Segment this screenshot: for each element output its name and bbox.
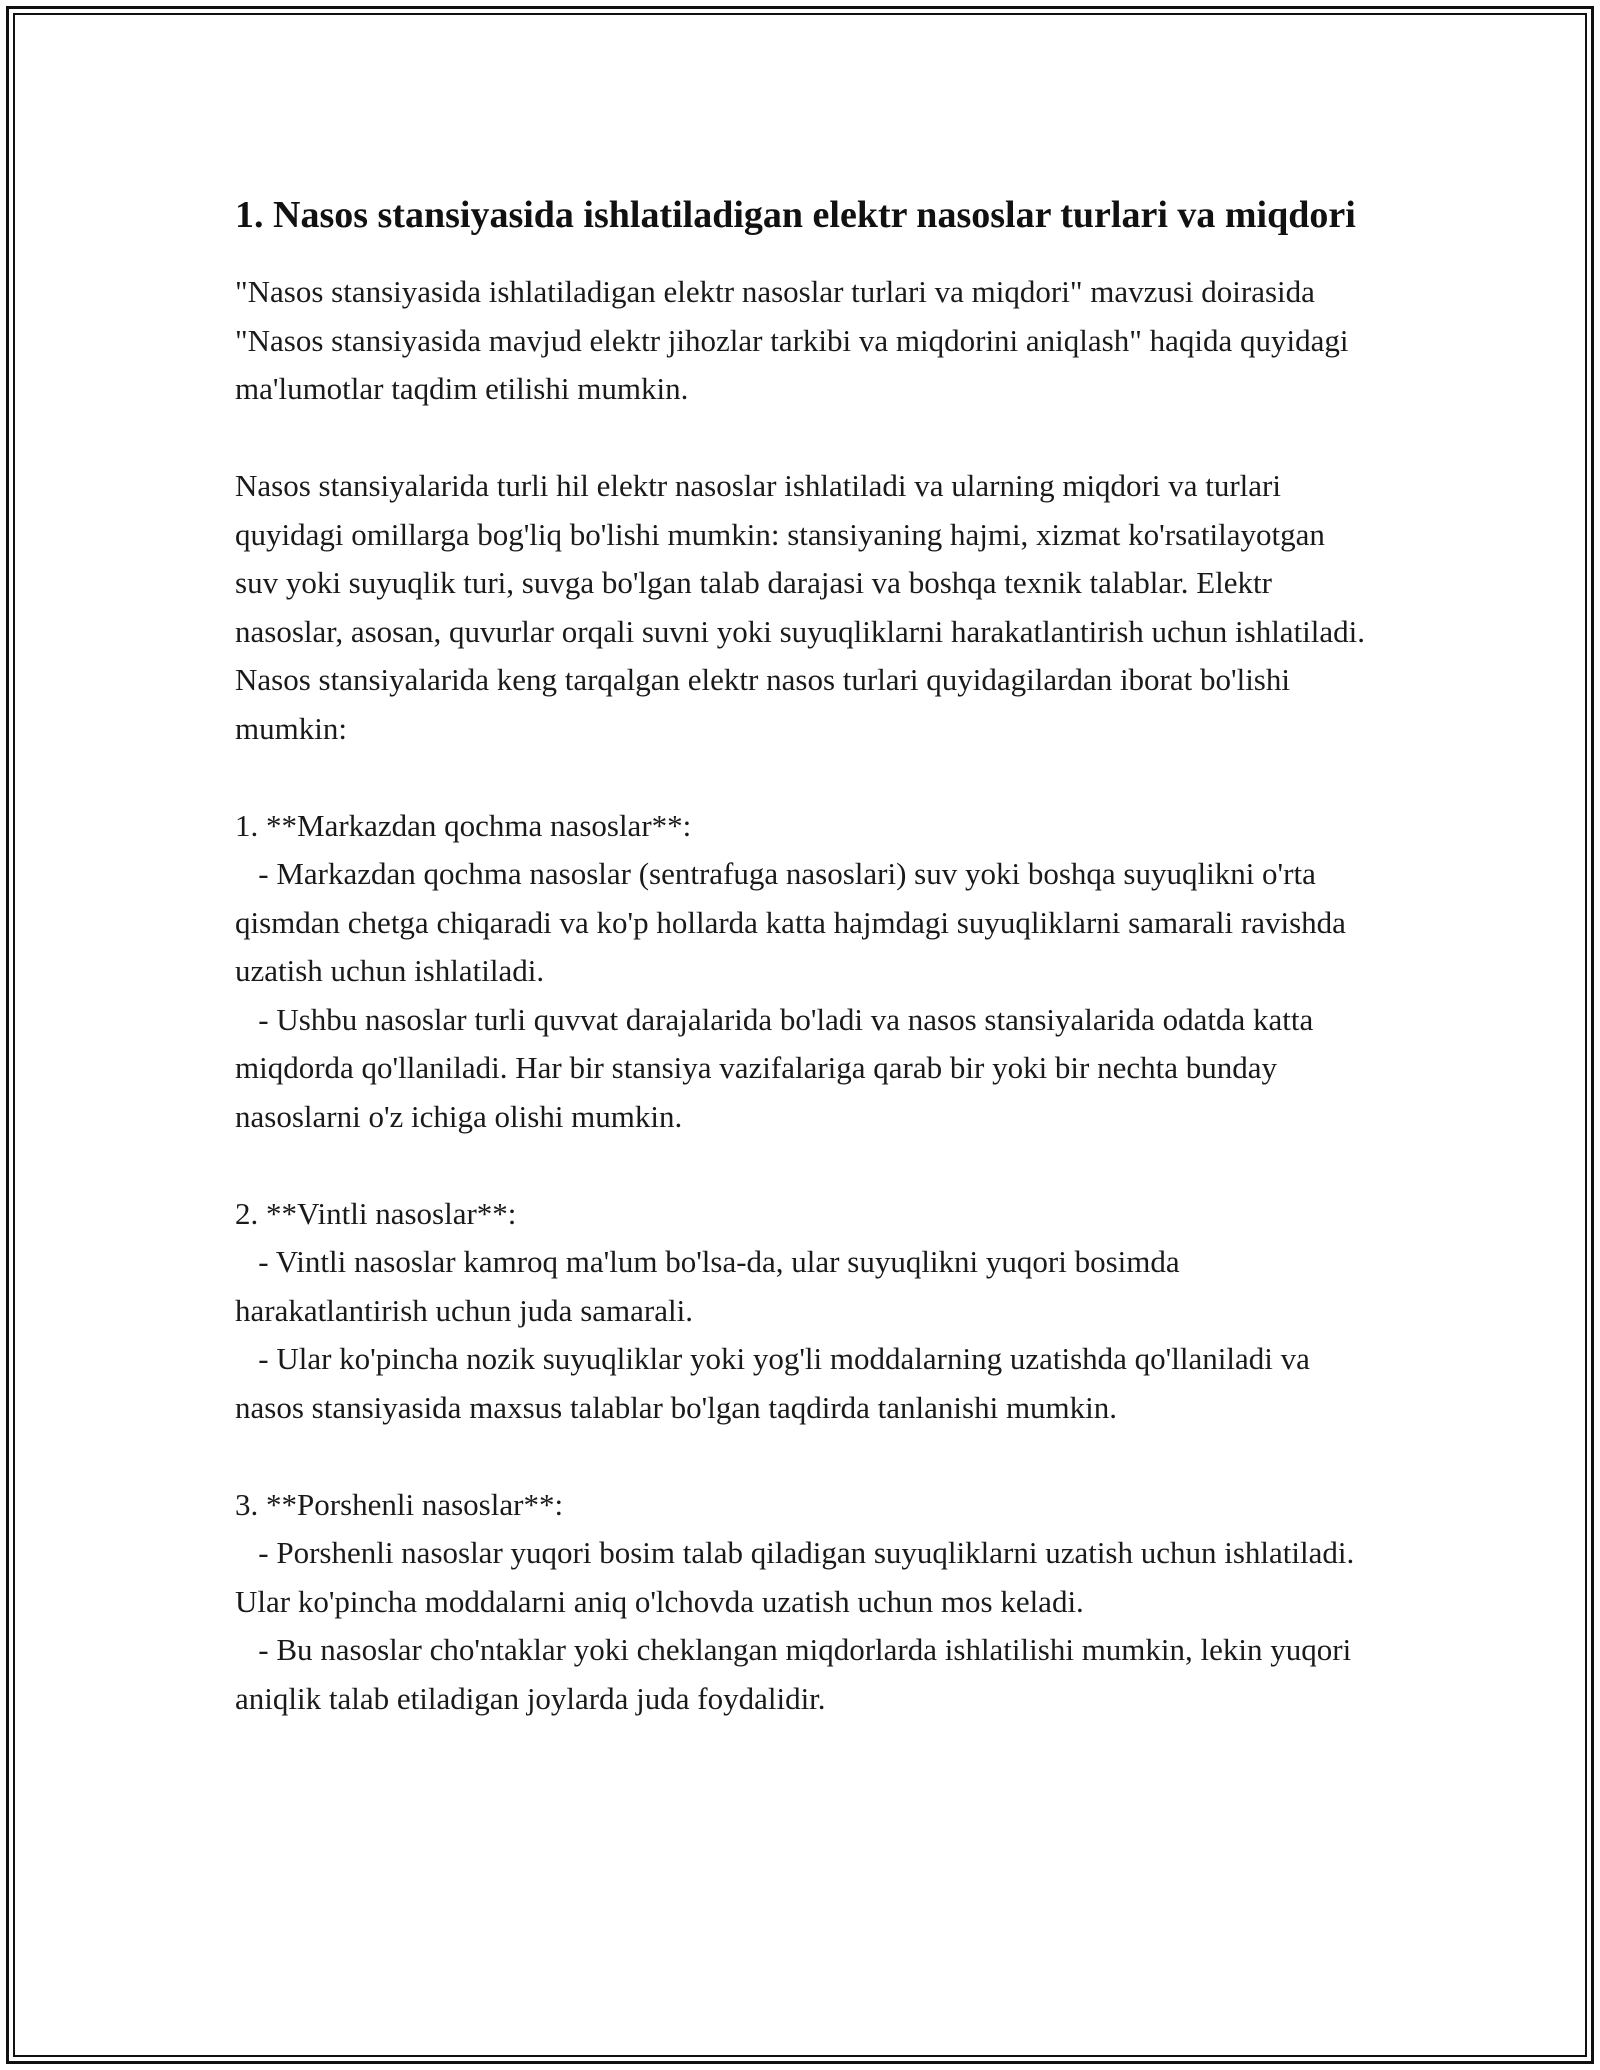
section-bullet: - Porshenli nasoslar yuqori bosim talab qiladigan suyuqliklarni uzatish uchun ishlatiladi. Ular ko'pincha moddalarni aniq o'lchovda uzatish uchun mos keladi. [235, 1535, 1363, 1619]
section-bullet: - Ushbu nasoslar turli quvvat darajalarida bo'ladi va nasos stansiyalarida odatda katta miqdorda qo'llaniladi. Har bir stansiya vazifalariga qarab bir yoki bir nechta bunday nasoslarni o'z ichiga olishi mumkin. [235, 1001, 1321, 1134]
section-screw-pumps [235, 1190, 1375, 1433]
paragraph-gap [235, 414, 1375, 463]
section-bullet: - Ular ko'pincha nozik suyuqliklar yoki yog'li moddalarning uzatishda qo'llaniladi va nasos stansiyasida maxsus talablar bo'lgan taqdirda tanlanishi mumkin. [235, 1341, 1318, 1425]
section-bullet: - Vintli nasoslar kamroq ma'lum bo'lsa-da, ular suyuqlikni yuqori bosimda harakatlantirish uchun juda samarali. [235, 1244, 1188, 1328]
paragraph-gap [235, 1432, 1375, 1481]
section-bullet: - Bu nasoslar cho'ntaklar yoki cheklangan miqdorlarda ishlatilishi mumkin, lekin yuqori aniqlik talab etiladigan joylarda juda foydalidir. [235, 1632, 1359, 1716]
section-heading: 2. **Vintli nasoslar**: [235, 1195, 517, 1231]
document-title: 1. Nasos stansiyasida ishlatiladigan elektr nasoslar turlari va miqdori [235, 194, 1356, 236]
paragraph-gap [235, 753, 1375, 802]
section-piston-pumps [235, 1481, 1375, 1724]
section-bullet: - Markazdan qochma nasoslar (sentrafuga nasoslari) suv yoki boshqa suyuqlikni o'rta qismdan chetga chiqaradi va ko'p hollarda katta hajmdagi suyuqliklarni samarali ravishda uzatish uchun ishlatiladi. [235, 856, 1354, 988]
overview-paragraph: Nasos stansiyalarida turli hil elektr nasoslar ishlatiladi va ularning miqdori va turlari quyidagi omillarga bog'liq bo'lishi mumkin: stansiyaning hajmi, xizmat ko'rsatilayotgan suv yoki suyuqlik turi, suvga bo'lgan talab darajasi va boshqa texnik talablar. Elektr nasoslar, asosan, quvurlar orqali suvni yoki suyuqliklarni harakatlantirish uchun ishlatiladi. Nasos stansiyalarida keng tarqalgan elektr nasos turlari quyidagilardan iborat bo'lishi mumkin: [235, 468, 1373, 746]
section-heading: 1. **Markazdan qochma nasoslar**: [235, 807, 692, 843]
document-body [235, 188, 1375, 1723]
section-centrifugal-pumps [235, 802, 1375, 1142]
intro-paragraph: "Nasos stansiyasida ishlatiladigan elektr nasoslar turlari va miqdori" mavzusi doirasida "Nasos stansiyasida mavjud elektr jihozlar tarkibi va miqdorini aniqlash" haqida quyidagi ma'lumotlar taqdim etilishi mumkin. [235, 274, 1357, 406]
section-heading: 3. **Porshenli nasoslar**: [235, 1486, 564, 1522]
paragraph-gap [235, 1141, 1375, 1190]
